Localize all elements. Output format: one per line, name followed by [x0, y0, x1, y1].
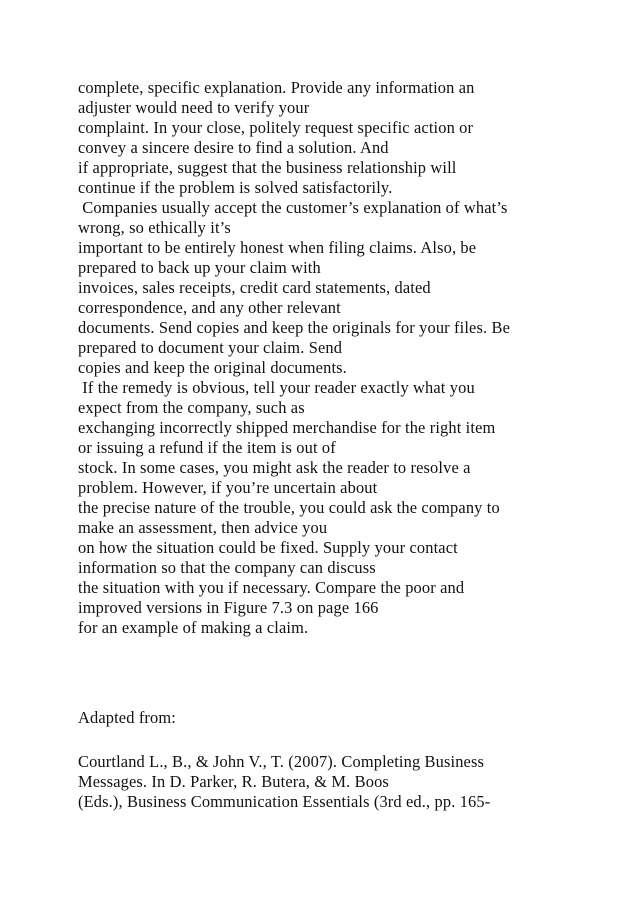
body-text-line: If the remedy is obvious, tell your reader exactly what you: [78, 378, 475, 397]
body-text-line: invoices, sales receipts, credit card statements, dated: [78, 278, 431, 297]
body-text-line: continue if the problem is solved satisfactorily.: [78, 178, 393, 197]
body-text-line: copies and keep the original documents.: [78, 358, 347, 377]
adapted-from-heading: Adapted from:: [78, 708, 176, 727]
body-text-line: important to be entirely honest when filing claims. Also, be: [78, 238, 477, 257]
body-text-line: documents. Send copies and keep the originals for your files. Be: [78, 318, 511, 337]
body-text-line: or issuing a refund if the item is out of: [78, 438, 336, 457]
body-text-line: the precise nature of the trouble, you could ask the company to: [78, 498, 500, 517]
body-text-line: convey a sincere desire to find a solution. And: [78, 138, 389, 157]
body-text-line: on how the situation could be fixed. Supply your contact: [78, 538, 458, 557]
body-text-line: stock. In some cases, you might ask the reader to resolve a: [78, 458, 471, 477]
body-text-line: expect from the company, such as: [78, 398, 305, 417]
body-text-line: complaint. In your close, politely request specific action or: [78, 118, 474, 137]
body-text-line: information so that the company can discuss: [78, 558, 376, 577]
body-text-line: problem. However, if you’re uncertain about: [78, 478, 378, 497]
citation-line: Messages. In D. Parker, R. Butera, & M. Boos: [78, 772, 389, 791]
body-text-line: Companies usually accept the customer’s explanation of what’s: [78, 198, 508, 217]
body-text-line: prepared to back up your claim with: [78, 258, 321, 277]
body-text-line: improved versions in Figure 7.3 on page 166: [78, 598, 379, 617]
body-text-line: exchanging incorrectly shipped merchandise for the right item: [78, 418, 496, 437]
body-text-line: complete, specific explanation. Provide any information an: [78, 78, 475, 97]
body-text-line: the situation with you if necessary. Compare the poor and: [78, 578, 465, 597]
body-text-line: make an assessment, then advice you: [78, 518, 328, 537]
body-text-line: if appropriate, suggest that the business relationship will: [78, 158, 457, 177]
citation-line: (Eds.), Business Communication Essentials (3rd ed., pp. 165-: [78, 792, 491, 811]
body-text-line: adjuster would need to verify your: [78, 98, 310, 117]
body-text-line: prepared to document your claim. Send: [78, 338, 343, 357]
body-text-line: wrong, so ethically it’s: [78, 218, 231, 237]
citation-line: Courtland L., B., & John V., T. (2007). Completing Business: [78, 752, 485, 771]
body-text-line: for an example of making a claim.: [78, 618, 309, 637]
body-text-line: correspondence, and any other relevant: [78, 298, 341, 317]
